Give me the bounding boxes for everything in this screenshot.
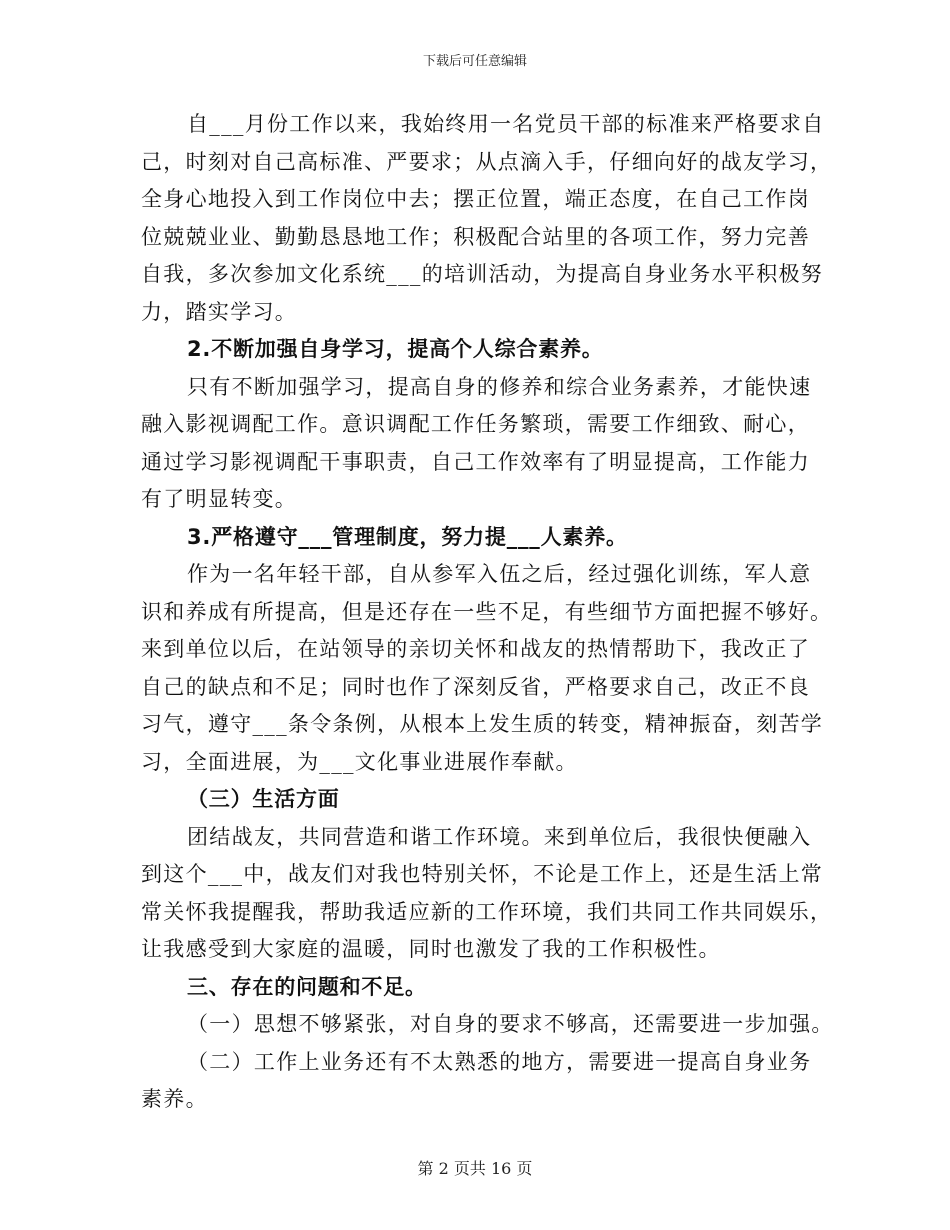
- paragraph-line: 融入影视调配工作。意识调配工作任务繁琐，需要工作细致、耐心，: [141, 412, 810, 436]
- section-heading: 3.严格遵守___管理制度，努力提___人素养。: [187, 524, 628, 549]
- paragraph-line: 习气，遵守___条令条例，从根本上发生质的转变，精神振奋，刻苦学: [141, 712, 824, 736]
- paragraph-line: 常关怀我提醒我，帮助我适应新的工作环境，我们共同工作共同娱乐，: [141, 899, 833, 924]
- paragraph-line: 自己的缺点和不足；同时也作了深刻反省，严格要求自己，改正不良: [141, 674, 810, 699]
- paragraph-line: 来到单位以后，在站领导的亲切关怀和战友的热情帮助下，我改正了: [141, 637, 810, 661]
- paragraph-line: 位兢兢业业、勤勤恳恳地工作；积极配合站里的各项工作，努力完善: [141, 224, 810, 249]
- paragraph-line: 己，时刻对自己高标准、严要求；从点滴入手，仔细向好的战友学习，: [141, 149, 833, 174]
- section-heading: 2.不断加强自身学习，提高个人综合素养。: [187, 337, 604, 361]
- paragraph-line: 素养。: [141, 1087, 208, 1111]
- paragraph-line: 力，踏实学习。: [141, 299, 298, 324]
- paragraph-line: 自我，多次参加文化系统___的培训活动，为提高自身业务水平积极努: [141, 262, 824, 286]
- paragraph-line: （一）思想不够紧张，对自身的要求不够高，还需要进一步加强。: [187, 1012, 834, 1036]
- paragraph-line: 作为一名年轻干部，自从参军入伍之后，经过强化训练，军人意: [187, 562, 812, 586]
- paragraph-line: 习，全面进展，为___文化事业进展作奉献。: [141, 749, 578, 774]
- paragraph-line: 团结战友，共同营造和谐工作环境。来到单位后，我很快便融入: [187, 824, 812, 849]
- paragraph-line: （二）工作上业务还有不太熟悉的地方，需要进一提高自身业务: [187, 1049, 812, 1074]
- section-heading: 三、存在的问题和不足。: [187, 974, 427, 999]
- page-header: 下载后可任意编辑: [422, 54, 527, 69]
- document-body: [141, 106, 834, 1119]
- page-footer: 第 2 页共 16 页: [417, 1159, 533, 1178]
- paragraph-line: 全身心地投入到工作岗位中去；摆正位置，端正态度，在自己工作岗: [141, 187, 810, 211]
- paragraph-line: 让我感受到大家庭的温暖，同时也激发了我的工作积极性。: [141, 937, 721, 961]
- paragraph-line: 只有不断加强学习，提高自身的修养和综合业务素养，才能快速: [187, 374, 812, 399]
- paragraph-line: 识和养成有所提高，但是还存在一些不足，有些细节方面把握不够好。: [141, 599, 833, 624]
- paragraph-line: 有了明显转变。: [141, 487, 298, 511]
- paragraph-line: 通过学习影视调配干事职责，自己工作效率有了明显提高，工作能力: [141, 449, 810, 474]
- paragraph-line: 到这个___中，战友们对我也特别关怀，不论是工作上，还是生活上常: [141, 862, 824, 886]
- paragraph-line: 自___月份工作以来，我始终用一名党员干部的标准来严格要求自: [187, 112, 825, 136]
- section-heading: （三）生活方面: [187, 787, 340, 811]
